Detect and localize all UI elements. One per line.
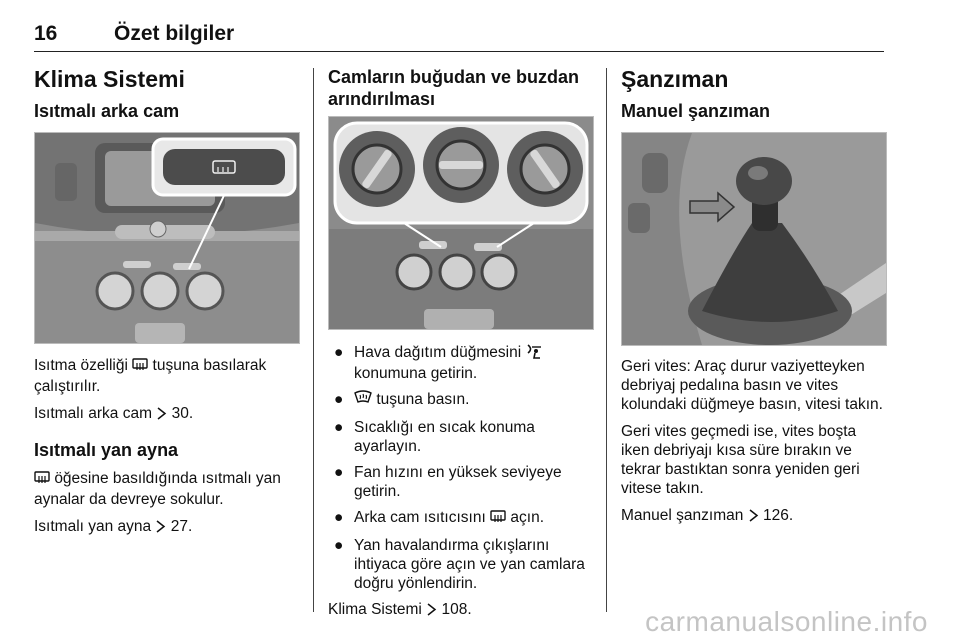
column-divider-2 [606,68,607,612]
manual-transmission-ref-page: 126. [762,507,794,524]
rear-window-text-a: Isıtma özelliği [34,357,128,374]
col1-body [34,356,300,546]
defrost-ref [328,600,598,621]
page-reference-arrow-icon [155,519,166,538]
reverse-gear-paragraph: Geri vites: Araç durur vaziyetteyken debriyaj pedalına basın ve vites kolundaki düğmeye basın, vitesi takın. [621,358,883,413]
gear-lever-photo [621,132,887,346]
rear-window-ref [34,404,300,425]
col3-body [621,357,883,535]
rear-window-paragraph [34,356,300,396]
list-item: ● tuşuna basın. [328,390,598,411]
list-item: ● Arka cam ısıtıcısını açın. [328,508,598,529]
page-reference-arrow-icon [748,508,759,527]
defrost-ref-page: 108. [441,601,472,618]
page-number: 16 [34,22,58,45]
column-divider-1 [313,68,314,612]
rear-window-ref-page: 30. [171,405,194,422]
side-mirror-ref-page: 27. [170,518,193,535]
header-rule [34,51,884,52]
page-reference-arrow-icon [156,406,167,425]
section-heading-transmission: Şanzıman [621,66,729,92]
list-item: ● Fan hızını en yüksek seviyeye getirin. [334,464,562,500]
page-reference-arrow-icon [426,602,437,621]
side-mirror-text: öğesine basıldığında ısıtmalı yan aynalar da devreye sokulur. [34,470,281,508]
side-mirror-paragraph [34,469,300,509]
rear-window-heater-icon [34,471,50,490]
dashboard-photo [34,132,300,344]
reverse-gear-retry-paragraph: Geri vites geçmedi ise, vites boşta iken debriyajı kısa süre bırakın ve tekrar bastıktan sonra yeniden geri vitese takın. [621,423,860,497]
watermark: carmanualsonline.info [645,606,928,637]
subheading-manual-transmission: Manuel şanzıman [621,101,771,121]
manual-transmission-ref [621,506,883,527]
list-item: ● Yan havalandırma çıkışlarını ihtiyaca göre açın ve yan camlara doğru yönlendirin. [334,537,585,592]
defrost-ref-text: Klima Sistemi [328,601,422,618]
rear-window-text-b: tuşuna basılarak çalıştırılır. [34,357,267,395]
windscreen-defrost-icon [354,390,372,411]
col2-body [328,343,598,621]
air-distribution-icon [525,343,543,364]
side-mirror-ref-text: Isıtmalı yan ayna [34,518,152,535]
defrost-steps [328,343,598,593]
rear-window-heater-icon [490,510,506,529]
subheading-side-mirror: Isıtmalı yan ayna [34,440,179,460]
side-mirror-ref [34,517,300,538]
list-item: ● Hava dağıtım düğmesini konumuna getirin. [328,343,598,383]
rear-window-heater-icon [132,358,148,377]
page-title: Özet bilgiler [114,22,235,45]
rear-window-ref-text: Isıtmalı arka cam [34,405,152,422]
manual-transmission-ref-text: Manuel şanzıman [621,507,744,524]
list-item: ● Sıcaklığı en sıcak konuma ayarlayın. [334,419,535,455]
section-heading-climate: Klima Sistemi [34,66,185,92]
climate-control-photo [328,116,594,330]
subheading-rear-window: Isıtmalı arka cam [34,101,180,121]
section-heading-defrost: Camların buğudan ve buzdan arındırılması [328,67,580,109]
